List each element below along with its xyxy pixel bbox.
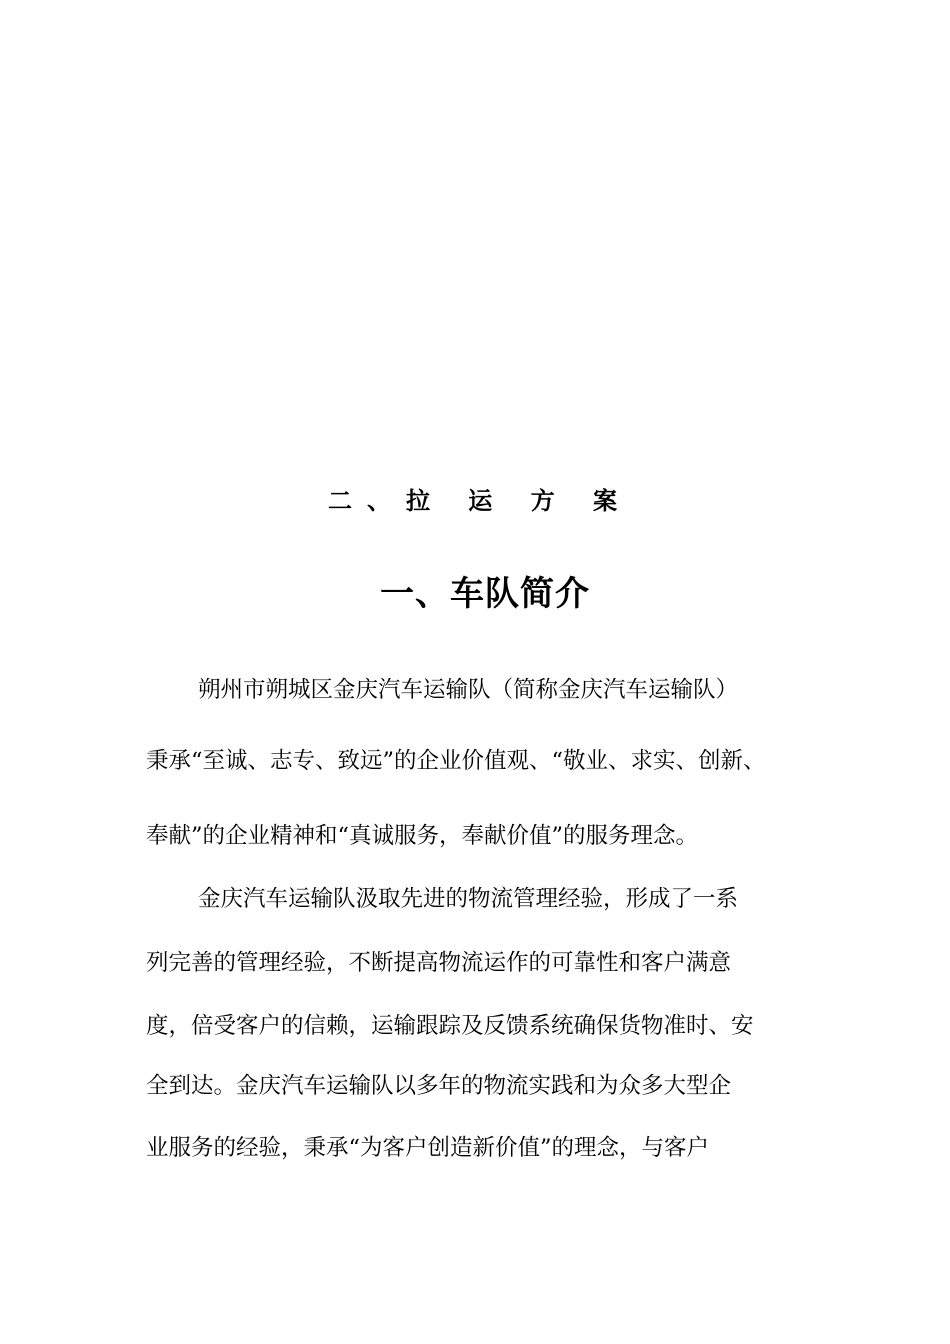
paragraph-2-line-5: 业服务的经验，秉承“为客户创造新价值”的理念，与客户 [146, 1135, 710, 1161]
paragraph-1-line-3: 奉献”的企业精神和“真诚服务，奉献价值”的服务理念。 [146, 823, 699, 849]
paragraph-2-line-4: 全到达。金庆汽车运输队以多年的物流实践和为众多大型企 [146, 1073, 732, 1099]
section-heading: 二、拉 运 方 案 [327, 487, 633, 515]
paragraph-1-line-1: 朔州市朔城区金庆汽车运输队（简称金庆汽车运输队） [198, 677, 739, 703]
paragraph-2-line-1: 金庆汽车运输队汲取先进的物流管理经验，形成了一系 [198, 886, 739, 912]
paragraph-2-line-3: 度，倍受客户的信赖，运输跟踪及反馈系统确保货物准时、安 [146, 1013, 754, 1039]
paragraph-2-line-2: 列完善的管理经验，不断提高物流运作的可靠性和客户满意 [146, 950, 732, 976]
paragraph-1-line-2: 秉承“至诚、志专、致远”的企业价值观、“敬业、求实、创新、 [146, 748, 766, 774]
chapter-heading: 一、车队简介 [380, 574, 590, 614]
